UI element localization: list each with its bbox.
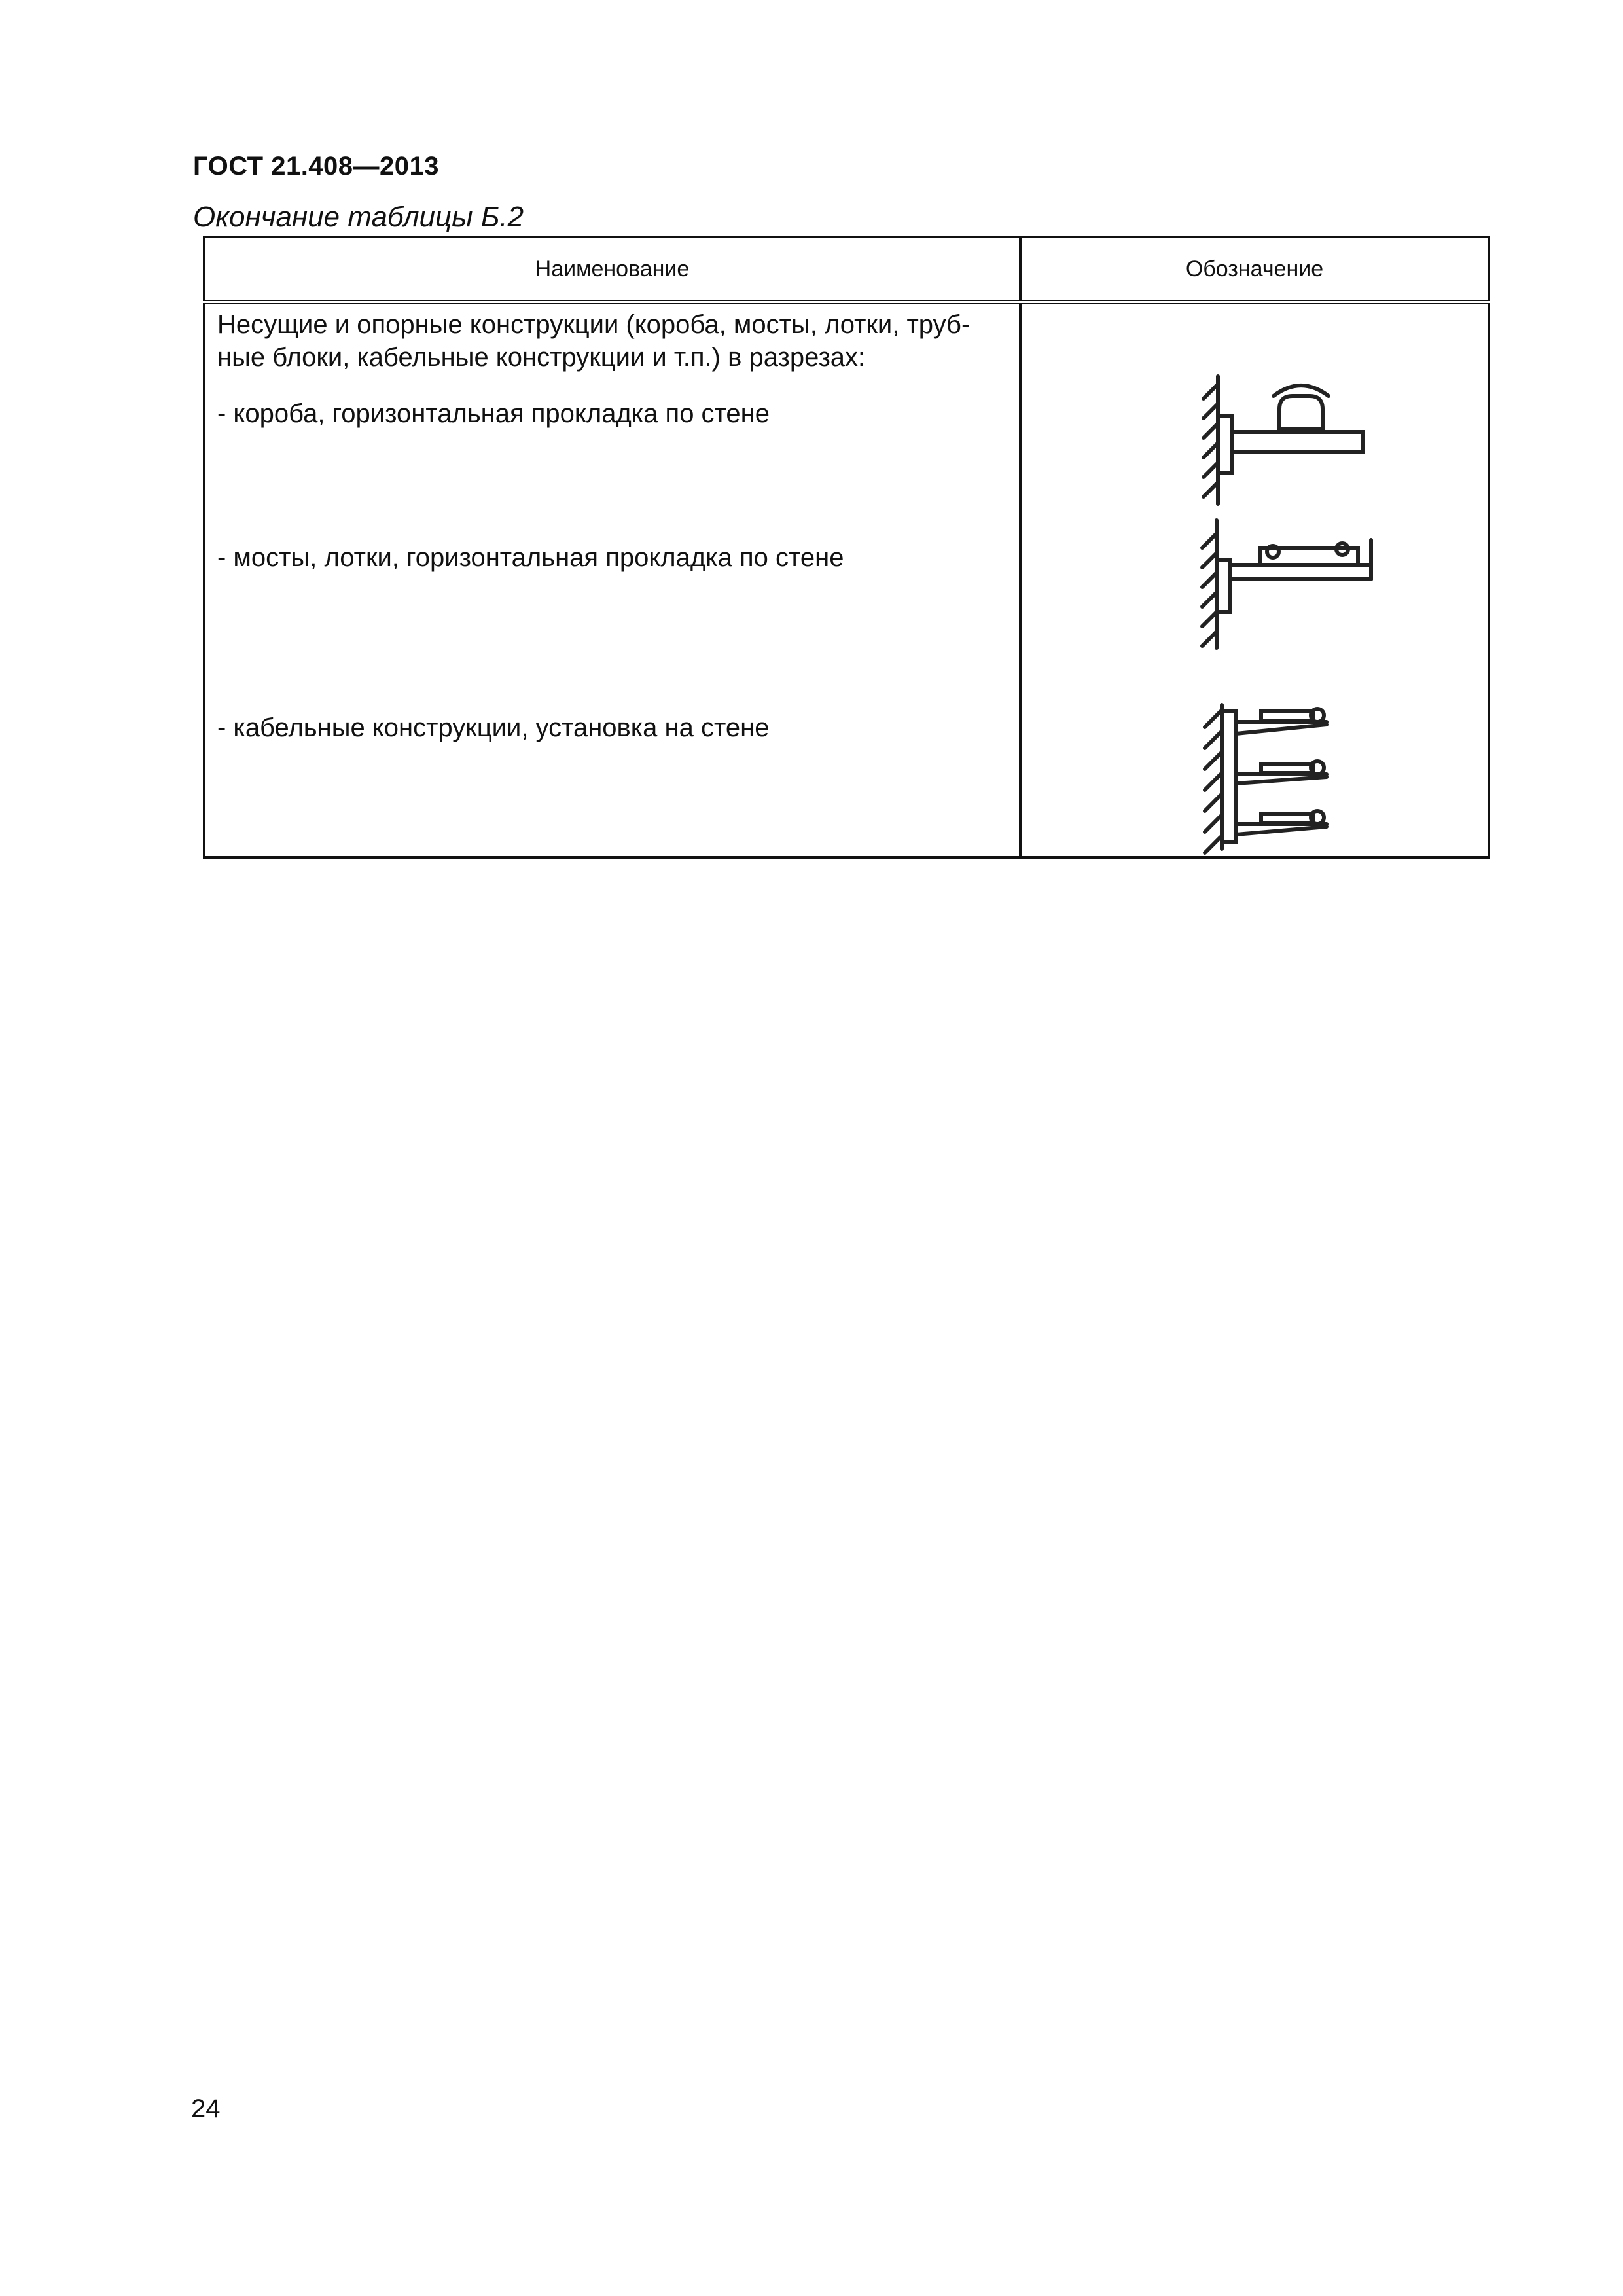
page-number: 24 — [191, 2094, 221, 2123]
duct-wall-horizontal-icon — [1198, 370, 1368, 507]
list-item: - мосты, лотки, горизонтальная прокладка по стене — [217, 543, 844, 572]
table-row — [204, 302, 1489, 858]
intro-line: ные блоки, кабельные конструкции и т.п.) в разрезах: — [217, 343, 866, 372]
table-caption: Окончание таблицы Б.2 — [193, 201, 524, 233]
name-cell — [204, 302, 1020, 858]
intro-text — [217, 308, 1009, 374]
column-header-symbol: Обозначение — [1020, 237, 1489, 302]
intro-line: Несущие и опорные конструкции (короба, мосты, лотки, труб- — [217, 310, 971, 339]
table-header-row — [204, 237, 1489, 302]
symbols-table — [203, 236, 1490, 859]
symbol-cell — [1020, 302, 1489, 858]
cable-rack-wall-icon — [1196, 685, 1366, 855]
list-item: - короба, горизонтальная прокладка по стене — [217, 399, 770, 428]
tray-wall-horizontal-icon — [1194, 514, 1378, 651]
list-item: - кабельные конструкции, установка на стене — [217, 713, 770, 742]
column-header-name: Наименование — [204, 237, 1020, 302]
document-header: ГОСТ 21.408—2013 — [193, 152, 440, 181]
